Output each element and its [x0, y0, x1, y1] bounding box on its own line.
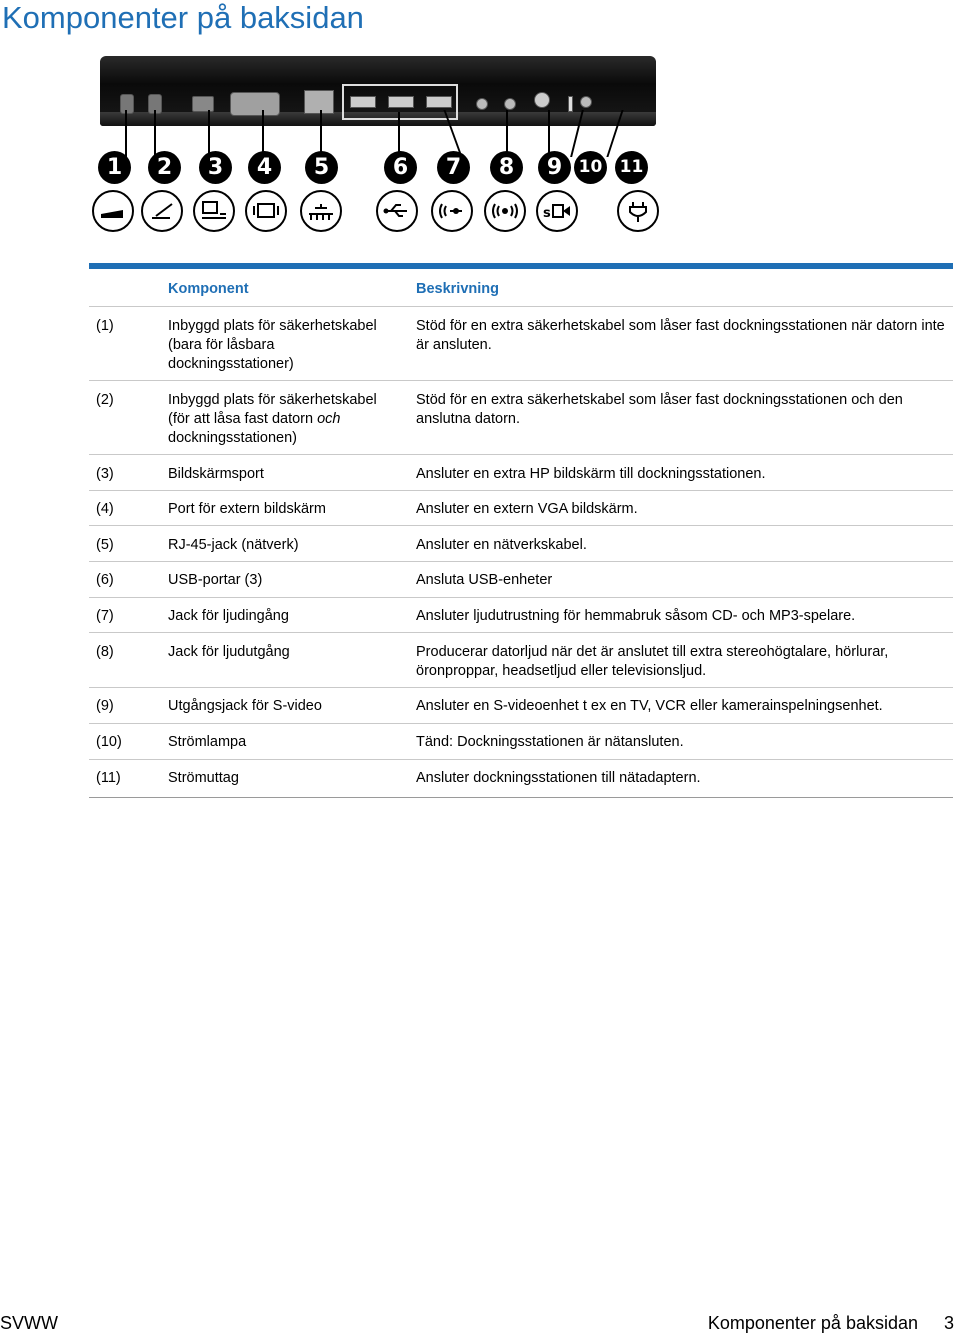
row-number: (5) [96, 537, 114, 553]
row-description: Ansluter en extra HP bildskärm till dockningsstationen. [416, 466, 766, 482]
docking-monitor-icon [193, 190, 235, 232]
row-number: (10) [96, 734, 122, 750]
power-plug-icon [617, 190, 659, 232]
audio-in-icon [431, 190, 473, 232]
row-description: Ansluter en nätverkskabel. [416, 537, 587, 553]
lock-icon [92, 190, 134, 232]
table-row [89, 380, 953, 455]
row-description: Ansluter dockningsstationen till nätadaptern. [416, 770, 701, 786]
callout-number: 6 [384, 151, 417, 184]
footer-section-title: Komponenter på baksidan [707, 1313, 918, 1333]
row-number: (2) [96, 392, 114, 408]
table-row [89, 759, 953, 798]
row-component: Jack för ljudutgång [168, 644, 290, 660]
row-description: Ansluter en S-videoenhet t ex en TV, VCR eller kamerainspelningsenhet. [416, 698, 883, 714]
page-number: 3 [943, 1313, 954, 1333]
row-number: (8) [96, 644, 114, 660]
row-description: Stöd för en extra säkerhetskabel som låser fast dockningsstationen när datorn inte är ansluten. [416, 318, 945, 353]
row-component: Inbyggd plats för säkerhetskabel (bara för låsbara dockningsstationer) [168, 318, 377, 372]
callout-number: 3 [199, 151, 232, 184]
table-row [89, 687, 953, 724]
row-component: Strömlampa [168, 734, 247, 750]
row-description: Ansluter en extern VGA bildskärm. [416, 501, 638, 517]
audio-out-icon [484, 190, 526, 232]
callout-number: 7 [437, 151, 470, 184]
row-component: USB-portar (3) [168, 572, 263, 588]
table-row [89, 561, 953, 598]
table-row [89, 632, 953, 688]
row-component: Strömuttag [168, 770, 239, 786]
table-header-row [89, 268, 953, 307]
column-header-description: Beskrivning [416, 281, 499, 297]
row-component: RJ-45-jack (nätverk) [168, 537, 299, 553]
table-row [89, 454, 953, 491]
table-row [89, 597, 953, 633]
s-video-icon [536, 190, 578, 232]
row-description: Tänd: Dockningsstationen är nätansluten. [416, 734, 684, 750]
row-number: (1) [96, 318, 114, 334]
page-title: Komponenter på baksidan [2, 0, 364, 35]
callout-number: 10 [574, 151, 607, 184]
row-description: Producerar datorljud när det är anslutet till extra stereohögtalare, hörlurar, öronproppar, headsetljud eller televisionsljud. [416, 644, 889, 679]
row-number: (11) [96, 770, 121, 786]
row-description: Stöd för en extra säkerhetskabel som låser fast dockningsstationen och den anslutna datorn. [416, 392, 903, 427]
table-row [89, 306, 953, 381]
column-header-component: Komponent [168, 281, 249, 297]
table-row [89, 525, 953, 562]
row-number: (3) [96, 466, 114, 482]
row-number: (9) [96, 698, 114, 714]
callout-number: 5 [305, 151, 338, 184]
row-description: Ansluter ljudutrustning för hemmabruk såsom CD- och MP3-spelare. [416, 608, 856, 624]
row-component: Bildskärmsport [168, 466, 264, 482]
row-number: (4) [96, 501, 114, 517]
svg-text:s: s [543, 206, 551, 221]
callout-number: 9 [538, 151, 571, 184]
row-number: (6) [96, 572, 114, 588]
table-row [89, 723, 953, 760]
callout-number: 11 [615, 151, 648, 184]
footer-doc-id: SVWW [0, 1313, 58, 1333]
row-description: Ansluta USB-enheter [416, 572, 553, 588]
laptop-lock-icon [141, 190, 183, 232]
network-icon [300, 190, 342, 232]
callout-number: 2 [148, 151, 181, 184]
callout-number: 8 [490, 151, 523, 184]
callout-number: 1 [98, 151, 131, 184]
vga-monitor-icon [245, 190, 287, 232]
usb-icon [376, 190, 418, 232]
row-component: Utgångsjack för S-video [168, 698, 322, 714]
row-component: Jack för ljudingång [168, 608, 289, 624]
row-number: (7) [96, 608, 114, 624]
table-row [89, 490, 953, 526]
row-component: Port för extern bildskärm [168, 501, 326, 517]
docking-station-image [100, 56, 656, 126]
row-component: Inbyggd plats för säkerhetskabel (för att låsa fast datorn och dockningsstationen) [168, 392, 377, 446]
callout-number: 4 [248, 151, 281, 184]
